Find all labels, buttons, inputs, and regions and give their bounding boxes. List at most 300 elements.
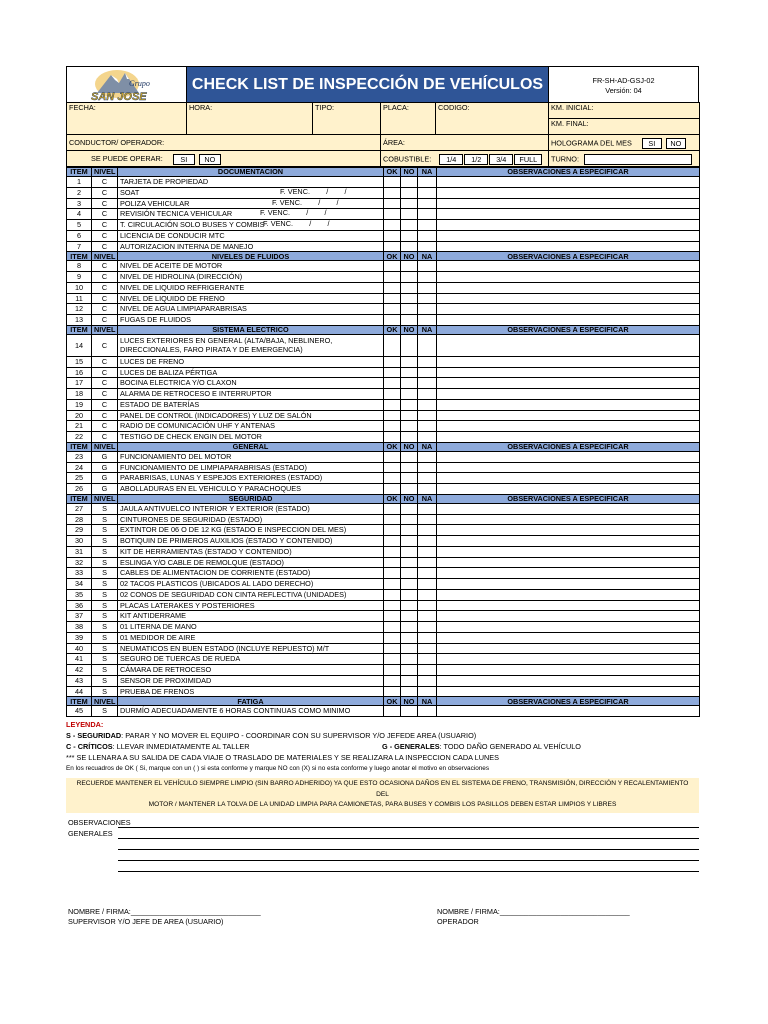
table-row <box>67 557 700 568</box>
na-checkbox-cell[interactable] <box>418 654 437 665</box>
ok-checkbox-cell[interactable] <box>384 643 401 654</box>
no-checkbox-cell[interactable] <box>401 304 418 315</box>
na-checkbox-cell[interactable] <box>418 304 437 315</box>
observation-cell[interactable] <box>437 686 700 697</box>
ok-checkbox-cell[interactable] <box>384 536 401 547</box>
no-checkbox-cell[interactable] <box>401 600 418 611</box>
observation-cell[interactable] <box>437 399 700 410</box>
na-checkbox-cell[interactable] <box>418 600 437 611</box>
na-checkbox-cell[interactable] <box>418 209 437 220</box>
expiry-date-field[interactable]: F. VENC. / / <box>272 198 339 207</box>
item-level: S <box>92 503 118 514</box>
no-checkbox-cell[interactable] <box>401 632 418 643</box>
observation-cell[interactable] <box>437 209 700 220</box>
table-row <box>67 546 700 557</box>
item-level: S <box>92 706 118 717</box>
na-checkbox-cell[interactable] <box>418 451 437 462</box>
ok-checkbox-cell[interactable] <box>384 389 401 400</box>
ok-checkbox-cell[interactable] <box>384 557 401 568</box>
observation-cell[interactable] <box>437 525 700 536</box>
ok-checkbox-cell[interactable] <box>384 451 401 462</box>
observation-cell[interactable] <box>437 315 700 326</box>
na-checkbox-cell[interactable] <box>418 187 437 198</box>
na-checkbox-cell[interactable] <box>418 367 437 378</box>
ok-checkbox-cell[interactable] <box>384 632 401 643</box>
codigo-field[interactable] <box>436 103 549 135</box>
fuel-half-box[interactable]: 1/2 <box>464 154 488 165</box>
ok-checkbox-cell[interactable] <box>384 675 401 686</box>
no-checkbox-cell[interactable] <box>401 654 418 665</box>
observation-cell[interactable] <box>437 665 700 676</box>
legend-note-2: En los recuadros de OK ( Si, marque con un ( ) si esta conforme y marque NO con (X) si no esta conforme y luego anotar el motivo en observaciones <box>66 765 490 772</box>
table-row <box>67 514 700 525</box>
no-checkbox-cell[interactable] <box>401 241 418 252</box>
no-checkbox-cell[interactable] <box>401 675 418 686</box>
ok-checkbox-cell[interactable] <box>384 611 401 622</box>
no-checkbox-cell[interactable] <box>401 589 418 600</box>
ok-checkbox-cell[interactable] <box>384 589 401 600</box>
item-number: 6 <box>67 230 92 241</box>
observation-cell[interactable] <box>437 654 700 665</box>
item-number: 37 <box>67 611 92 622</box>
na-checkbox-cell[interactable] <box>418 514 437 525</box>
obs-line-4[interactable] <box>118 860 699 861</box>
item-level: S <box>92 579 118 590</box>
observation-cell[interactable] <box>437 410 700 421</box>
item-text: PRUEBA DE FRENOS <box>120 686 195 696</box>
item-description <box>118 503 384 514</box>
item-text: ALARMA DE RETROCESO E INTERRUPTOR <box>120 389 272 399</box>
item-number: 14 <box>67 334 92 356</box>
observation-cell[interactable] <box>437 230 700 241</box>
ok-checkbox-cell[interactable] <box>384 654 401 665</box>
no-checkbox-cell[interactable] <box>401 378 418 389</box>
item-number: 12 <box>67 304 92 315</box>
area-field[interactable] <box>381 135 549 151</box>
fuel-quarter-box[interactable]: 1/4 <box>439 154 463 165</box>
item-number: 11 <box>67 293 92 304</box>
ok-checkbox-cell[interactable] <box>384 177 401 188</box>
na-checkbox-cell[interactable] <box>418 675 437 686</box>
na-checkbox-cell[interactable] <box>418 241 437 252</box>
item-number: 25 <box>67 473 92 484</box>
observation-cell[interactable] <box>437 568 700 579</box>
supervisor-signature[interactable] <box>68 907 261 927</box>
item-level: S <box>92 611 118 622</box>
na-col-header: NA <box>418 494 437 503</box>
item-level: C <box>92 272 118 283</box>
item-number: 21 <box>67 421 92 432</box>
observation-cell[interactable] <box>437 484 700 495</box>
operar-field <box>67 151 381 167</box>
ok-checkbox-cell[interactable] <box>384 421 401 432</box>
hora-label: HORA: <box>189 103 213 112</box>
item-text: AUTORIZACION INTERNA DE MANEJO <box>120 241 254 251</box>
no-checkbox-cell[interactable] <box>401 536 418 547</box>
ok-checkbox-cell[interactable] <box>384 525 401 536</box>
no-checkbox-cell[interactable] <box>401 686 418 697</box>
na-checkbox-cell[interactable] <box>418 177 437 188</box>
fuel-three-quarter-box[interactable]: 3/4 <box>489 154 513 165</box>
observation-cell[interactable] <box>437 177 700 188</box>
item-text: TARJETA DE PROPIEDAD <box>120 177 209 187</box>
no-checkbox-cell[interactable] <box>401 315 418 326</box>
no-checkbox-cell[interactable] <box>401 399 418 410</box>
ok-checkbox-cell[interactable] <box>384 304 401 315</box>
no-checkbox-cell[interactable] <box>401 220 418 231</box>
tipo-label: TIPO: <box>315 103 335 112</box>
general-observations <box>66 817 699 883</box>
item-description <box>118 220 384 231</box>
legend-s-key: S - SEGURIDAD <box>66 731 122 740</box>
observation-cell[interactable] <box>437 282 700 293</box>
ok-checkbox-cell[interactable] <box>384 514 401 525</box>
na-checkbox-cell[interactable] <box>418 568 437 579</box>
observation-cell[interactable] <box>437 675 700 686</box>
item-text: FUNCIONAMIENTO DEL MOTOR <box>120 451 232 461</box>
ok-checkbox-cell[interactable] <box>384 367 401 378</box>
no-checkbox-cell[interactable] <box>401 198 418 209</box>
ok-checkbox-cell[interactable] <box>384 209 401 220</box>
table-row <box>67 525 700 536</box>
expiry-date-field[interactable]: F. VENC. / / <box>263 219 330 228</box>
na-checkbox-cell[interactable] <box>418 399 437 410</box>
checklist-sheet <box>66 66 699 926</box>
document-code: FR-SH-AD-GSJ-02 <box>592 76 655 85</box>
no-col-header: NO <box>401 252 418 261</box>
table-row <box>67 421 700 432</box>
observation-cell[interactable] <box>437 473 700 484</box>
observation-cell[interactable] <box>437 261 700 272</box>
observation-cell[interactable] <box>437 557 700 568</box>
ok-checkbox-cell[interactable] <box>384 241 401 252</box>
observation-cell[interactable] <box>437 600 700 611</box>
observation-cell[interactable] <box>437 514 700 525</box>
item-text: SEGURO DE TUERCAS DE RUEDA <box>120 654 241 664</box>
item-level: C <box>92 334 118 356</box>
observation-cell[interactable] <box>437 611 700 622</box>
no-checkbox-cell[interactable] <box>401 410 418 421</box>
no-checkbox-cell[interactable] <box>401 356 418 367</box>
no-checkbox-cell[interactable] <box>401 557 418 568</box>
ok-checkbox-cell[interactable] <box>384 568 401 579</box>
item-level: C <box>92 177 118 188</box>
section-header <box>67 325 700 334</box>
table-row <box>67 632 700 643</box>
na-checkbox-cell[interactable] <box>418 462 437 473</box>
item-text: LUCES DE BALIZA PÉRTIGA <box>120 367 218 377</box>
ok-checkbox-cell[interactable] <box>384 579 401 590</box>
no-checkbox-cell[interactable] <box>401 367 418 378</box>
no-checkbox-cell[interactable] <box>401 230 418 241</box>
item-description <box>118 282 384 293</box>
na-checkbox-cell[interactable] <box>418 611 437 622</box>
holograma-no-box[interactable]: NO <box>666 138 686 149</box>
table-row <box>67 367 700 378</box>
operar-no-box[interactable]: NO <box>199 154 221 165</box>
item-number: 40 <box>67 643 92 654</box>
legend-s-text: : PARAR Y NO MOVER EL EQUIPO - COORDINAR CON SU SUPERVISOR Y/O JEFEDE AREA (USUARIO) <box>121 731 477 740</box>
item-level: S <box>92 514 118 525</box>
na-checkbox-cell[interactable] <box>418 484 437 495</box>
no-checkbox-cell[interactable] <box>401 432 418 443</box>
observation-cell[interactable] <box>437 632 700 643</box>
no-checkbox-cell[interactable] <box>401 421 418 432</box>
ok-checkbox-cell[interactable] <box>384 484 401 495</box>
na-checkbox-cell[interactable] <box>418 282 437 293</box>
legend <box>66 717 699 774</box>
ok-checkbox-cell[interactable] <box>384 686 401 697</box>
ok-checkbox-cell[interactable] <box>384 293 401 304</box>
item-level: C <box>92 241 118 252</box>
operator-signature[interactable] <box>437 907 630 927</box>
section-title: SISTEMA ELECTRICO <box>118 325 384 334</box>
km-inicial-field[interactable] <box>549 103 700 119</box>
observation-cell[interactable] <box>437 589 700 600</box>
observation-cell[interactable] <box>437 546 700 557</box>
na-checkbox-cell[interactable] <box>418 579 437 590</box>
observation-cell[interactable] <box>437 378 700 389</box>
document-version: Versión: 04 <box>605 85 642 95</box>
no-checkbox-cell[interactable] <box>401 503 418 514</box>
item-text: LUCES EXTERIORES EN GENERAL (ALTA/BAJA, NEBLINERO, DIRECCIONALES, FARO PIRATA Y DE EMERGENCIA) <box>120 336 333 355</box>
no-checkbox-cell[interactable] <box>401 462 418 473</box>
ok-checkbox-cell[interactable] <box>384 230 401 241</box>
fecha-field[interactable] <box>67 103 187 135</box>
legend-g-key: G - GENERALES <box>382 742 440 751</box>
ok-checkbox-cell[interactable] <box>384 282 401 293</box>
na-checkbox-cell[interactable] <box>418 293 437 304</box>
conductor-field[interactable] <box>67 135 381 151</box>
item-number: 3 <box>67 198 92 209</box>
ok-checkbox-cell[interactable] <box>384 356 401 367</box>
item-description <box>118 525 384 536</box>
ok-checkbox-cell[interactable] <box>384 706 401 717</box>
observation-cell[interactable] <box>437 622 700 633</box>
na-checkbox-cell[interactable] <box>418 389 437 400</box>
no-checkbox-cell[interactable] <box>401 484 418 495</box>
no-checkbox-cell[interactable] <box>401 293 418 304</box>
item-text: BOCINA ELECTRICA Y/O CLAXON <box>120 378 237 388</box>
na-checkbox-cell[interactable] <box>418 643 437 654</box>
ok-checkbox-cell[interactable] <box>384 198 401 209</box>
section-header <box>67 697 700 706</box>
na-checkbox-cell[interactable] <box>418 230 437 241</box>
ok-checkbox-cell[interactable] <box>384 473 401 484</box>
item-level: S <box>92 622 118 633</box>
observation-cell[interactable] <box>437 272 700 283</box>
item-description <box>118 334 384 356</box>
na-checkbox-cell[interactable] <box>418 198 437 209</box>
no-checkbox-cell[interactable] <box>401 209 418 220</box>
item-level: C <box>92 315 118 326</box>
obs-line-5[interactable] <box>118 871 699 872</box>
no-col-header: NO <box>401 494 418 503</box>
nivel-col-header: NIVEL <box>92 252 118 261</box>
obs-col-header: OBSERVACIONES A ESPECIFICAR <box>437 325 700 334</box>
obs-col-header: OBSERVACIONES A ESPECIFICAR <box>437 252 700 261</box>
na-checkbox-cell[interactable] <box>418 622 437 633</box>
no-checkbox-cell[interactable] <box>401 579 418 590</box>
ok-checkbox-cell[interactable] <box>384 462 401 473</box>
observation-cell[interactable] <box>437 293 700 304</box>
ok-checkbox-cell[interactable] <box>384 334 401 356</box>
item-text: REVISIÓN TECNICA VEHICULAR <box>120 209 233 219</box>
observation-cell[interactable] <box>437 503 700 514</box>
obs-line-3[interactable] <box>118 849 699 850</box>
item-description <box>118 230 384 241</box>
item-level: S <box>92 654 118 665</box>
table-row <box>67 282 700 293</box>
observation-cell[interactable] <box>437 643 700 654</box>
no-checkbox-cell[interactable] <box>401 514 418 525</box>
ok-checkbox-cell[interactable] <box>384 600 401 611</box>
ok-checkbox-cell[interactable] <box>384 546 401 557</box>
item-description <box>118 643 384 654</box>
item-description <box>118 473 384 484</box>
item-description <box>118 675 384 686</box>
holograma-si-box[interactable]: SI <box>642 138 662 149</box>
item-level: S <box>92 632 118 643</box>
observation-cell[interactable] <box>437 536 700 547</box>
observation-cell[interactable] <box>437 451 700 462</box>
supervisor-signature-line: NOMBRE / FIRMA:________________________________ <box>68 906 261 916</box>
observation-cell[interactable] <box>437 706 700 717</box>
na-checkbox-cell[interactable] <box>418 686 437 697</box>
na-checkbox-cell[interactable] <box>418 315 437 326</box>
expiry-date-field[interactable]: F. VENC. / / <box>260 208 327 218</box>
na-checkbox-cell[interactable] <box>418 503 437 514</box>
observation-cell[interactable] <box>437 432 700 443</box>
na-checkbox-cell[interactable] <box>418 589 437 600</box>
ok-checkbox-cell[interactable] <box>384 399 401 410</box>
ok-checkbox-cell[interactable] <box>384 665 401 676</box>
observation-cell[interactable] <box>437 198 700 209</box>
ok-checkbox-cell[interactable] <box>384 378 401 389</box>
no-checkbox-cell[interactable] <box>401 611 418 622</box>
logo-name-text: SAN JOSE <box>91 91 147 103</box>
item-level: C <box>92 432 118 443</box>
na-checkbox-cell[interactable] <box>418 378 437 389</box>
turno-input[interactable] <box>584 154 692 165</box>
section-header <box>67 494 700 503</box>
km-final-field[interactable] <box>549 119 700 135</box>
observation-cell[interactable] <box>437 220 700 231</box>
item-number: 42 <box>67 665 92 676</box>
section-title: FATIGA <box>118 697 384 706</box>
observation-cell[interactable] <box>437 367 700 378</box>
no-checkbox-cell[interactable] <box>401 568 418 579</box>
na-checkbox-cell[interactable] <box>418 525 437 536</box>
table-row <box>67 230 700 241</box>
observation-cell[interactable] <box>437 334 700 356</box>
no-checkbox-cell[interactable] <box>401 334 418 356</box>
no-checkbox-cell[interactable] <box>401 643 418 654</box>
na-checkbox-cell[interactable] <box>418 272 437 283</box>
na-checkbox-cell[interactable] <box>418 473 437 484</box>
ok-checkbox-cell[interactable] <box>384 432 401 443</box>
combustible-field <box>381 151 549 167</box>
ok-checkbox-cell[interactable] <box>384 220 401 231</box>
item-text: PLACAS LATERAKES Y POSTERIORES <box>120 600 255 610</box>
operar-si-box[interactable]: SI <box>173 154 195 165</box>
item-level: S <box>92 643 118 654</box>
operator-signature-line: NOMBRE / FIRMA:________________________________ <box>437 906 630 916</box>
item-text: FUGAS DE FLUIDOS <box>120 315 191 325</box>
ok-checkbox-cell[interactable] <box>384 187 401 198</box>
observation-cell[interactable] <box>437 304 700 315</box>
na-col-header: NA <box>418 168 437 177</box>
no-checkbox-cell[interactable] <box>401 622 418 633</box>
no-checkbox-cell[interactable] <box>401 451 418 462</box>
no-checkbox-cell[interactable] <box>401 546 418 557</box>
no-checkbox-cell[interactable] <box>401 389 418 400</box>
na-checkbox-cell[interactable] <box>418 334 437 356</box>
na-checkbox-cell[interactable] <box>418 546 437 557</box>
na-checkbox-cell[interactable] <box>418 220 437 231</box>
observation-cell[interactable] <box>437 462 700 473</box>
tipo-field[interactable] <box>313 103 381 135</box>
na-checkbox-cell[interactable] <box>418 665 437 676</box>
no-checkbox-cell[interactable] <box>401 282 418 293</box>
na-checkbox-cell[interactable] <box>418 432 437 443</box>
na-checkbox-cell[interactable] <box>418 356 437 367</box>
no-checkbox-cell[interactable] <box>401 261 418 272</box>
observation-cell[interactable] <box>437 389 700 400</box>
ok-checkbox-cell[interactable] <box>384 410 401 421</box>
section-title: NIVELES DE FLUIDOS <box>118 252 384 261</box>
hora-field[interactable] <box>187 103 313 135</box>
observation-cell[interactable] <box>437 356 700 367</box>
na-checkbox-cell[interactable] <box>418 706 437 717</box>
no-checkbox-cell[interactable] <box>401 525 418 536</box>
item-level: G <box>92 451 118 462</box>
observation-cell[interactable] <box>437 241 700 252</box>
na-checkbox-cell[interactable] <box>418 410 437 421</box>
item-description <box>118 293 384 304</box>
no-checkbox-cell[interactable] <box>401 272 418 283</box>
na-checkbox-cell[interactable] <box>418 536 437 547</box>
na-checkbox-cell[interactable] <box>418 557 437 568</box>
ok-checkbox-cell[interactable] <box>384 261 401 272</box>
observation-cell[interactable] <box>437 579 700 590</box>
obs-line-2[interactable] <box>118 838 699 839</box>
ok-checkbox-cell[interactable] <box>384 503 401 514</box>
placa-field[interactable] <box>381 103 436 135</box>
observation-cell[interactable] <box>437 187 700 198</box>
no-checkbox-cell[interactable] <box>401 665 418 676</box>
table-row <box>67 209 700 220</box>
na-checkbox-cell[interactable] <box>418 632 437 643</box>
na-checkbox-cell[interactable] <box>418 421 437 432</box>
table-row <box>67 334 700 356</box>
ok-col-header: OK <box>384 697 401 706</box>
no-checkbox-cell[interactable] <box>401 187 418 198</box>
no-checkbox-cell[interactable] <box>401 473 418 484</box>
item-number: 20 <box>67 410 92 421</box>
no-checkbox-cell[interactable] <box>401 706 418 717</box>
observation-cell[interactable] <box>437 421 700 432</box>
fuel-full-box[interactable]: FULL <box>514 154 542 165</box>
expiry-date-field[interactable]: F. VENC. / / <box>280 187 347 196</box>
item-level: S <box>92 589 118 600</box>
ok-checkbox-cell[interactable] <box>384 272 401 283</box>
obs-line-1[interactable] <box>118 827 699 828</box>
na-checkbox-cell[interactable] <box>418 261 437 272</box>
ok-checkbox-cell[interactable] <box>384 622 401 633</box>
ok-checkbox-cell[interactable] <box>384 315 401 326</box>
no-checkbox-cell[interactable] <box>401 177 418 188</box>
